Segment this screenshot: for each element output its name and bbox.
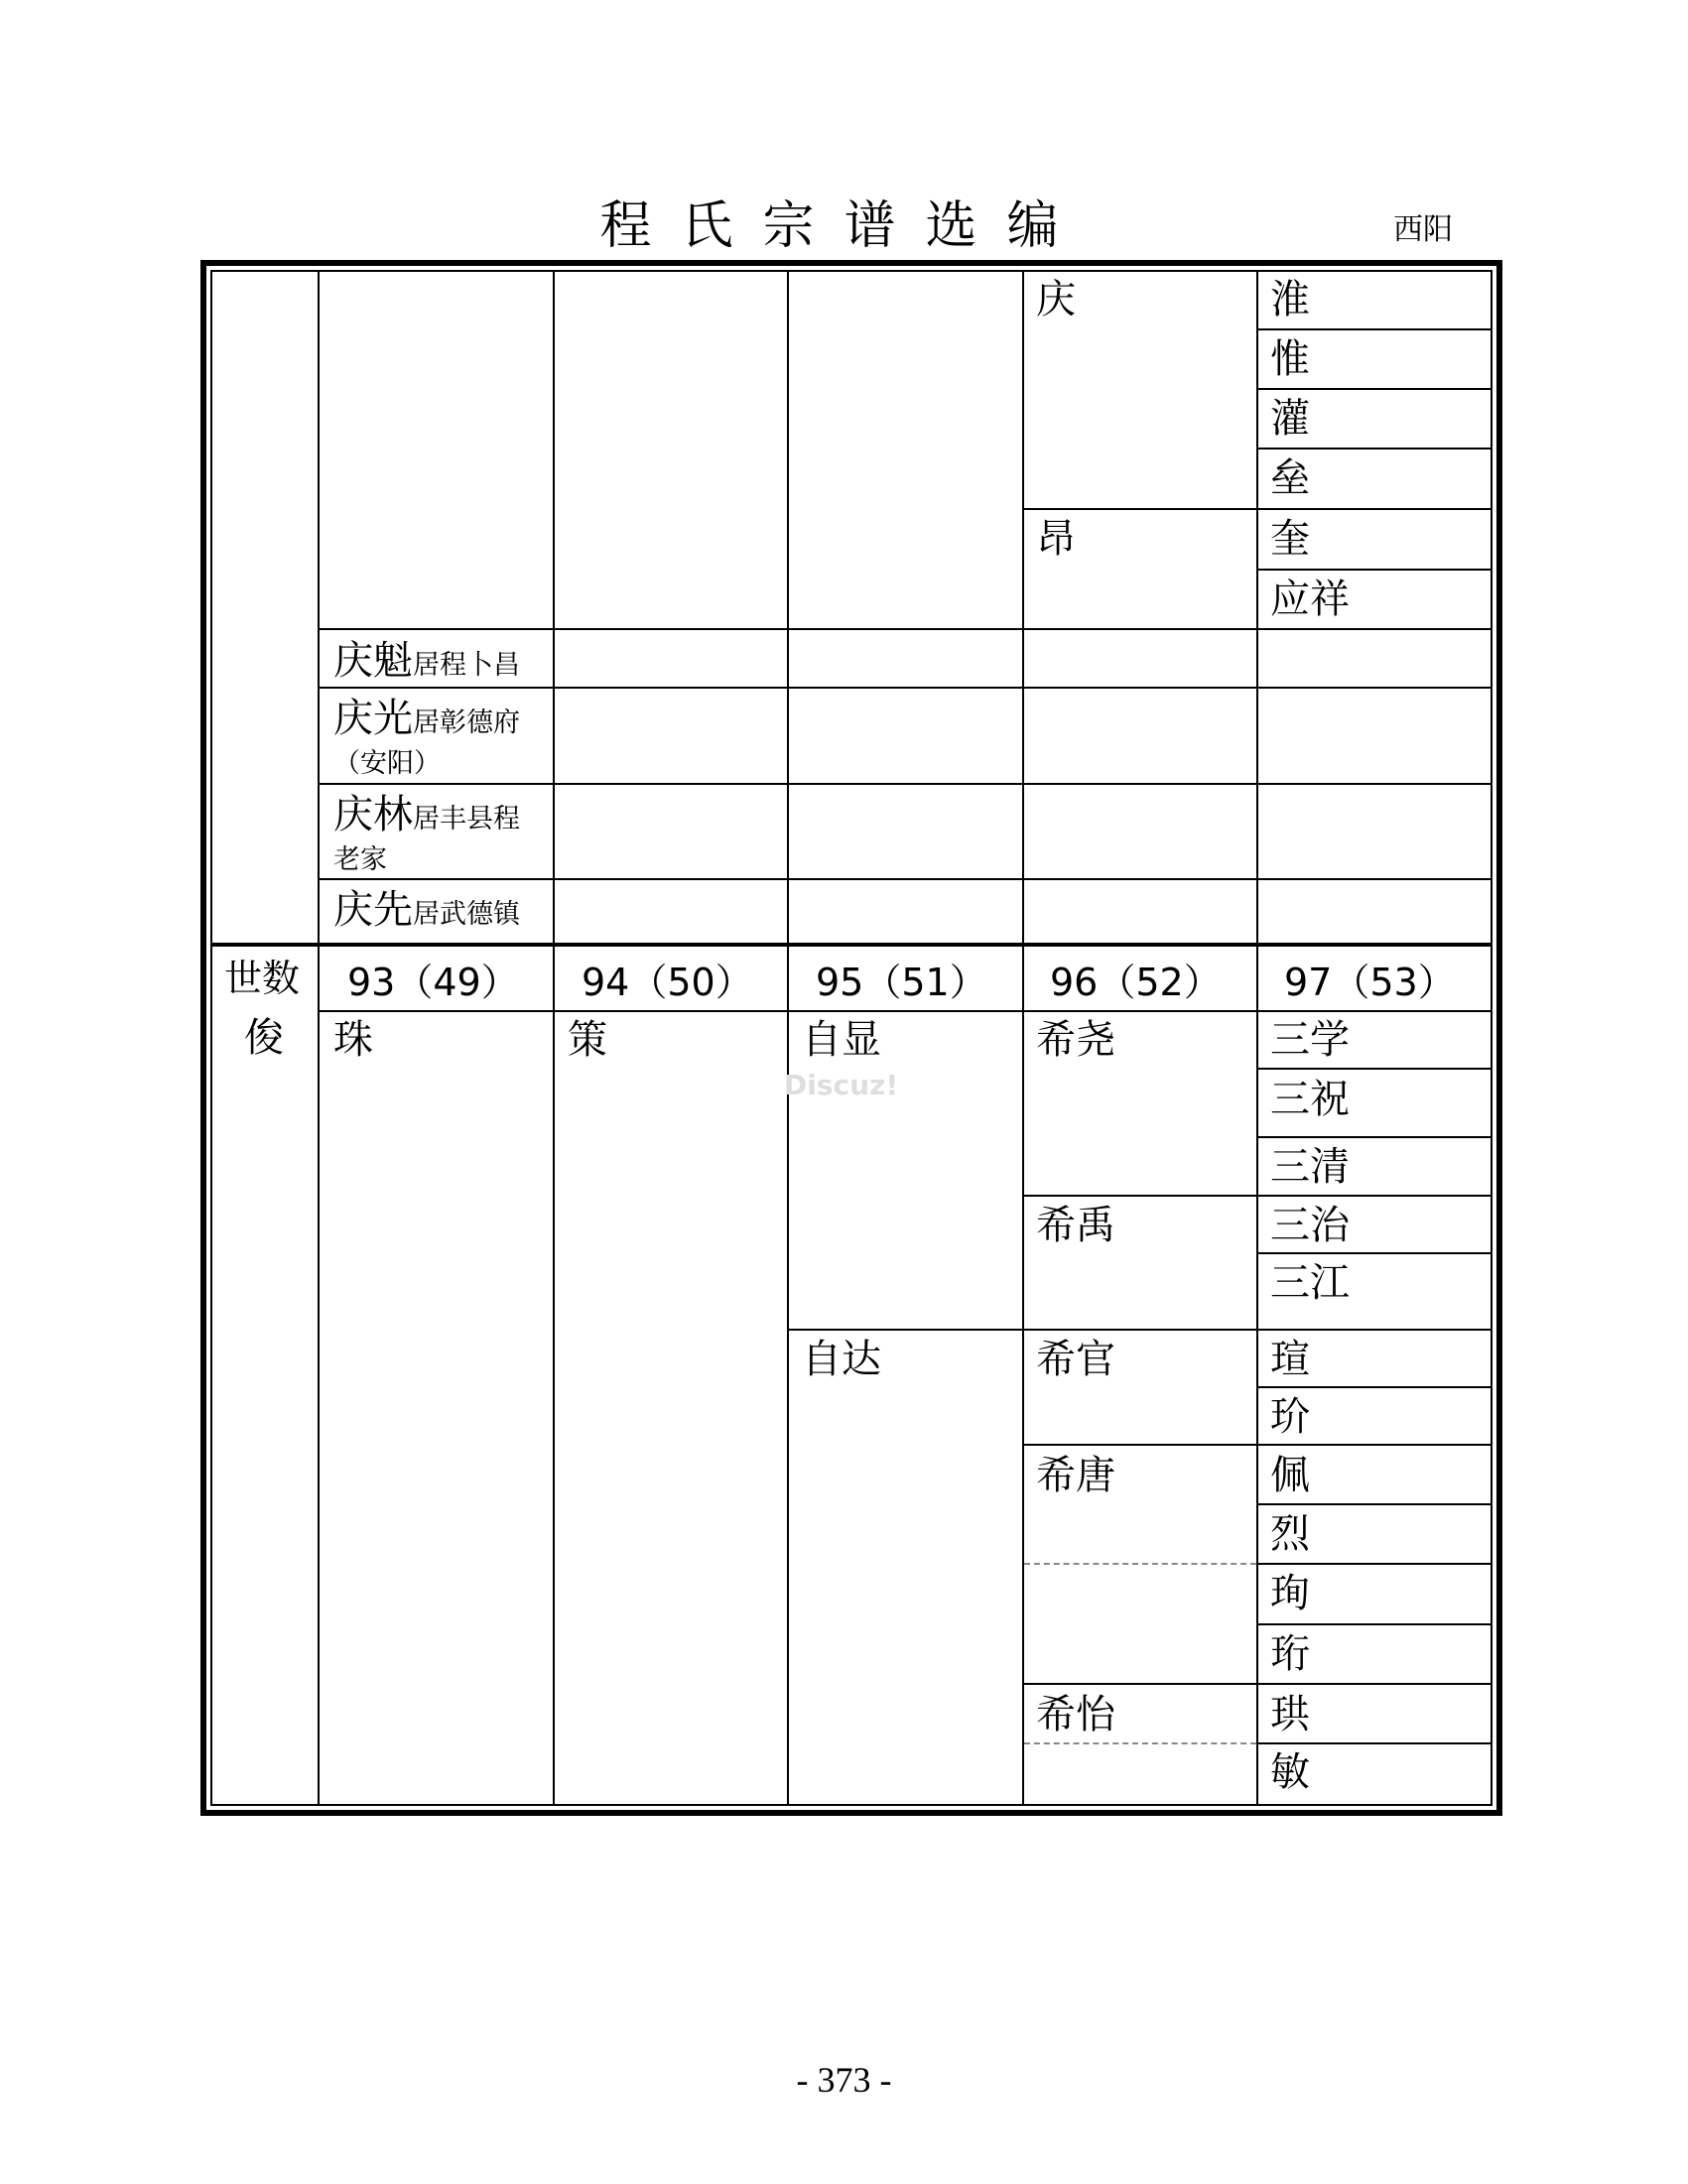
gen97-name: 敏 [1270, 1749, 1310, 1795]
member-name: 庆光 [333, 696, 413, 741]
dashed-divider [1024, 1742, 1256, 1744]
divider [1256, 947, 1258, 1804]
gen97-name: 瑄 [1270, 1337, 1310, 1382]
divider [1256, 569, 1491, 571]
divider [1256, 1503, 1491, 1505]
divider [1022, 947, 1024, 1804]
divider [1256, 328, 1491, 330]
divider [318, 783, 1491, 785]
gen97-name: 惟 [1270, 336, 1310, 382]
gen96-name: 希官 [1036, 1337, 1115, 1382]
divider [1022, 1195, 1491, 1197]
gen97-name: 三祝 [1270, 1077, 1350, 1122]
gen97-name: 淮 [1270, 277, 1310, 322]
divider [318, 270, 320, 943]
gen96-name: 昂 [1036, 516, 1076, 562]
residence-note: 居彰德府 [413, 707, 520, 738]
divider [318, 878, 1491, 880]
list-item [333, 695, 520, 747]
member-name: 庆先 [333, 887, 413, 933]
header-underline [318, 1010, 1491, 1012]
member-name: 庆林 [333, 792, 413, 837]
divider [1256, 1563, 1491, 1565]
gen96-name: 希尧 [1036, 1017, 1115, 1063]
gen97-name: 珩 [1270, 1631, 1310, 1677]
gen97-name: 灌 [1270, 396, 1310, 442]
divider [1022, 508, 1491, 510]
gen97-name: 玠 [1270, 1394, 1310, 1440]
residence-note: 居程卜昌 [413, 650, 520, 681]
gen97-name: 珙 [1270, 1692, 1310, 1737]
gen97-name: 三清 [1270, 1144, 1350, 1190]
gen97-name: 佩 [1270, 1453, 1310, 1498]
gen93-name: 珠 [333, 1017, 373, 1063]
divider [1256, 1136, 1491, 1138]
list-item [333, 886, 520, 939]
gen95-name: 自显 [802, 1017, 881, 1063]
gen96-name: 希禹 [1036, 1203, 1115, 1248]
divider [1256, 1068, 1491, 1070]
divider [553, 947, 555, 1804]
gen97-name: 三江 [1270, 1260, 1350, 1306]
gen95-name: 自达 [802, 1337, 881, 1382]
residence-note: 居武德镇 [413, 899, 520, 930]
divider [1256, 1742, 1491, 1744]
list-item [333, 791, 520, 843]
page-region-tag: 西阳 [1393, 212, 1453, 247]
generation-header: 93（49） [347, 961, 519, 1004]
gen97-name: 烈 [1270, 1511, 1310, 1557]
divider [1022, 270, 1024, 943]
divider [1256, 1386, 1491, 1388]
gen97-name: 应祥 [1270, 577, 1350, 622]
gen96-name: 希怡 [1036, 1692, 1115, 1737]
divider [1256, 388, 1491, 390]
divider [1022, 1444, 1491, 1446]
divider [318, 947, 320, 1804]
generation-header: 94（50） [582, 961, 753, 1004]
gen97-name: 珣 [1270, 1571, 1310, 1616]
divider [318, 628, 1491, 630]
divider [787, 1329, 1491, 1331]
gen96-name: 庆 [1036, 277, 1076, 322]
residence-note-continued: 老家 [333, 844, 387, 875]
gen96-name: 希唐 [1036, 1453, 1115, 1498]
divider [1022, 1683, 1491, 1685]
residence-note-continued: （安阳） [333, 748, 441, 779]
gen97-name: 奎 [1270, 516, 1310, 562]
section-divider [210, 943, 1493, 947]
member-name: 庆魁 [333, 638, 413, 684]
list-item [333, 637, 520, 690]
residence-note: 居丰县程 [413, 804, 520, 835]
dashed-divider [1024, 1563, 1256, 1565]
divider [1256, 270, 1258, 943]
generation-header: 95（51） [816, 961, 987, 1004]
generation-header: 97（53） [1284, 961, 1456, 1004]
generation-header: 96（52） [1050, 961, 1222, 1004]
generation-header-label: 世数 [224, 957, 301, 1000]
divider [1256, 448, 1491, 450]
gen97-name: 垒 [1270, 455, 1310, 501]
root-name: 俊 [244, 1015, 284, 1061]
watermark: Discuz! [784, 1069, 899, 1101]
page-number: - 373 - [796, 2060, 892, 2100]
divider [553, 270, 555, 943]
divider [787, 270, 789, 943]
divider [1256, 1252, 1491, 1254]
page-title: 程氏宗谱选编 [599, 196, 1089, 256]
divider [1256, 1623, 1491, 1625]
gen97-name: 三治 [1270, 1203, 1350, 1248]
gen94-name: 策 [568, 1017, 607, 1063]
gen97-name: 三学 [1270, 1017, 1350, 1063]
